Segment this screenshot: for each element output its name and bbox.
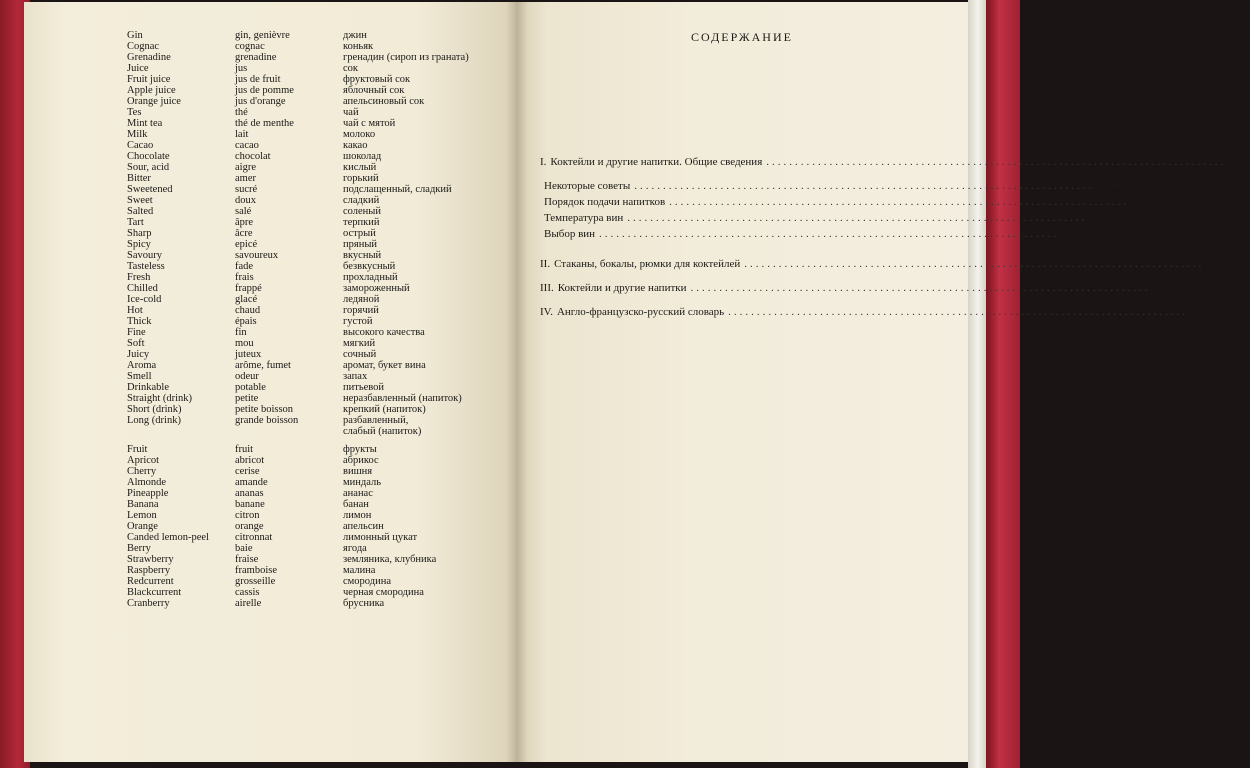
dictionary-en-term: Mint tea (127, 118, 163, 129)
dictionary-fr-term: amande (235, 477, 268, 488)
dictionary-row (127, 587, 497, 598)
dictionary-fr-term: amer (235, 173, 256, 184)
dictionary-fr-term: cacao (235, 140, 259, 151)
dictionary-en-term: Apricot (127, 455, 160, 466)
dictionary-fr-term: chocolat (235, 151, 271, 162)
dictionary-ru-term: земляника, клубника (343, 554, 437, 565)
toc-page-number: 6 (1112, 180, 1119, 192)
dictionary-row (127, 162, 497, 173)
dictionary-ru-term: миндаль (343, 477, 382, 488)
dictionary-ru-term: горячий (343, 305, 379, 316)
dictionary-en-term: Grenadine (127, 52, 171, 63)
dictionary-fr-term: grosseille (235, 576, 276, 587)
dictionary-en-term: Milk (127, 129, 148, 140)
dictionary-en-term: Cognac (127, 41, 160, 52)
dictionary-row (127, 543, 497, 554)
dictionary-fr-term: chaud (235, 305, 261, 316)
dictionary-row (127, 173, 497, 184)
dictionary-fr-term: salé (235, 206, 252, 217)
toc-leader-dots: ................................................................................ (728, 306, 1189, 318)
dictionary-en-term: Tart (127, 217, 144, 228)
dictionary-row (127, 283, 497, 294)
dictionary-row (127, 52, 497, 63)
dictionary-row (127, 129, 497, 140)
dictionary-row (127, 382, 497, 393)
dictionary-ru-term: джин (343, 30, 367, 41)
dictionary-ru-term: лимонный цукат (343, 532, 418, 543)
dictionary-fr-term: potable (235, 382, 266, 393)
dictionary-fr-term: savoureux (235, 250, 279, 261)
dictionary-row (127, 554, 497, 565)
dictionary-en-term: Berry (127, 543, 151, 554)
page-edges (968, 0, 988, 768)
dictionary-en-term: Fruit juice (127, 74, 171, 85)
dictionary-ru-term: высокого качества (343, 327, 425, 338)
dictionary-en-term: Aroma (127, 360, 157, 371)
dictionary-gap (127, 437, 497, 444)
dictionary-en-term: Smell (127, 371, 152, 382)
dictionary-row (127, 228, 497, 239)
dictionary-row (127, 455, 497, 466)
dictionary-en-term: Straight (drink) (127, 393, 193, 404)
dictionary-row (127, 444, 497, 455)
dictionary-en-term: Fresh (127, 272, 151, 283)
dictionary-ru-term: пряный (343, 239, 377, 250)
dictionary-fr-term: odeur (235, 371, 259, 382)
dictionary-fr-term: cerise (235, 466, 260, 477)
dictionary-en-term: Fine (127, 327, 146, 338)
dictionary-row (127, 349, 497, 360)
dictionary-ru-term: шоколад (343, 151, 382, 162)
dictionary-ru-term: разбавленный, (343, 415, 409, 426)
dictionary-en-term: Canded lemon-peel (127, 532, 209, 543)
dictionary-row (127, 316, 497, 327)
dictionary-fr-term: framboise (235, 565, 277, 576)
dictionary-ru-term: горький (343, 173, 379, 184)
toc-gap (540, 242, 892, 256)
dictionary-en-term: Apple juice (127, 85, 176, 96)
toc-page-number: 13 (1163, 282, 1175, 294)
dictionary-ru-term: апельсиновый сок (343, 96, 425, 107)
dictionary-fr-term: glacé (235, 294, 258, 305)
dictionary-fr-term: thé (235, 107, 248, 118)
dictionary-en-term: Orange (127, 521, 158, 532)
toc-entry-label: Температура вин (544, 212, 624, 224)
dictionary-row (127, 217, 497, 228)
dictionary-en-term: Gin (127, 30, 143, 41)
dictionary-ru-term: острый (343, 228, 376, 239)
dictionary-row (127, 565, 497, 576)
toc-entry-label: Коктейли и другие напитки. Общие сведения (550, 156, 763, 168)
toc-leader-dots: ................................................................................ (690, 282, 1151, 294)
toc-entry (540, 304, 1213, 320)
toc-entry-label: Порядок подачи напитков (544, 196, 666, 208)
dictionary-en-term: Sweet (127, 195, 153, 206)
dictionary-ru-term: терпкий (343, 217, 380, 228)
dictionary-en-term: Savoury (127, 250, 162, 261)
dictionary-en-term: Thick (127, 316, 152, 327)
dictionary-ru-term: гренадин (сироп из граната) (343, 52, 469, 63)
dictionary-en-term: Fruit (127, 444, 148, 455)
toc-gap (540, 296, 892, 304)
dictionary-fr-term: sucré (235, 184, 258, 195)
toc-entry-number: I. (540, 156, 547, 168)
toc-page-number: 11 (1217, 258, 1229, 270)
toc-entry-label: Стаканы, бокалы, рюмки для коктейлей (554, 258, 741, 270)
dictionary-ru-term: ягода (343, 543, 367, 554)
dictionary-ru-term: безвкусный (343, 261, 396, 272)
dictionary-ru-term: черная смородина (343, 587, 424, 598)
dictionary-fr-term: airelle (235, 598, 262, 609)
dictionary-en-term (127, 426, 235, 437)
dictionary-en-term: Spicy (127, 239, 151, 250)
dictionary-en-term: Cranberry (127, 598, 170, 609)
dictionary-fr-term: epicé (235, 239, 258, 250)
dictionary-ru-term: чай с мятой (343, 118, 396, 129)
dictionary-ru-term: банан (343, 499, 369, 510)
dictionary-row (127, 466, 497, 477)
dictionary-row (127, 96, 497, 107)
dictionary-en-term: Bitter (127, 173, 151, 184)
dictionary-ru-term: питьевой (343, 382, 385, 393)
dictionary-en-term: Blackcurrent (127, 587, 182, 598)
dictionary-ru-term: аромат, букет вина (343, 360, 426, 371)
dictionary-fr-term: fruit (235, 444, 254, 455)
dictionary-row (127, 294, 497, 305)
dictionary-fr-term: ananas (235, 488, 264, 499)
dictionary-en-term: Tasteless (127, 261, 165, 272)
dictionary-row (127, 488, 497, 499)
dictionary-ru-term: густой (343, 316, 373, 327)
dictionary-row (127, 598, 497, 609)
toc-page-number: 3 (1244, 156, 1250, 168)
dictionary-row (127, 371, 497, 382)
dictionary-row (127, 499, 497, 510)
dictionary-ru-term: апельсин (343, 521, 384, 532)
dictionary-fr-term: juteux (235, 349, 262, 360)
dictionary-ru-term: чай (343, 107, 359, 118)
dictionary-fr-term: gin, genièvre (235, 30, 290, 41)
dictionary-ru-term: сладкий (343, 195, 380, 206)
dictionary-en-term: Almonde (127, 477, 167, 488)
toc-entry (540, 256, 1229, 272)
toc-entry (540, 194, 1154, 210)
dictionary-en-term: Pineapple (127, 488, 169, 499)
dictionary-en-term: Long (drink) (127, 415, 181, 426)
dictionary-ru-term: лимон (343, 510, 372, 521)
toc-entry-label: Выбор вин (544, 228, 596, 240)
dictionary-fr-term: frappé (235, 283, 262, 294)
dictionary-fr-term: petite boisson (235, 404, 294, 415)
dictionary-fr-term: aigre (235, 162, 256, 173)
dictionary-row (127, 477, 497, 488)
dictionary-row (127, 63, 497, 74)
dictionary-en-term: Banana (127, 499, 159, 510)
toc-page-number: 8 (1105, 212, 1112, 224)
dictionary-ru-term: вкусный (343, 250, 382, 261)
dictionary-ru-term: кислый (343, 162, 377, 173)
dictionary-list (127, 30, 497, 609)
toc-leader-dots: ................................................................................ (599, 228, 1060, 240)
dictionary-row (127, 576, 497, 587)
dictionary-en-term: Lemon (127, 510, 157, 521)
dictionary-fr-term: cognac (235, 41, 265, 52)
dictionary-fr-term: mou (235, 338, 254, 349)
dictionary-ru-term: фруктовый сок (343, 74, 411, 85)
dictionary-en-term: Short (drink) (127, 404, 182, 415)
dictionary-fr-term: cassis (235, 587, 260, 598)
dictionary-fr-term: abricot (235, 455, 265, 466)
dictionary-row (127, 510, 497, 521)
toc-leader-dots: ................................................................................ (766, 156, 1227, 168)
dictionary-en-term: Chilled (127, 283, 158, 294)
dictionary-ru-term: смородина (343, 576, 391, 587)
dictionary-row (127, 360, 497, 371)
dictionary-ru-term: ледяной (343, 294, 380, 305)
dictionary-ru-term: прохладный (343, 272, 398, 283)
dictionary-ru-term: вишня (343, 466, 373, 477)
dictionary-fr-term: jus d'orange (235, 96, 286, 107)
dictionary-en-term: Sweetened (127, 184, 173, 195)
dictionary-en-term: Cacao (127, 140, 154, 151)
toc-page-number: 7 (1147, 196, 1154, 208)
dictionary-fr-term: frais (235, 272, 254, 283)
toc-gap (540, 272, 892, 280)
toc-page-number: 9 (1077, 228, 1084, 240)
toc-leader-dots: ................................................................................ (634, 180, 1095, 192)
toc-leader-dots: ................................................................................ (627, 212, 1088, 224)
dictionary-row (127, 250, 497, 261)
toc-entry-number: IV. (540, 306, 553, 318)
dictionary-ru-term: брусника (343, 598, 385, 609)
book-cover-right (986, 0, 1020, 768)
right-page (516, 2, 968, 762)
dictionary-row (127, 393, 497, 404)
dictionary-en-term: Salted (127, 206, 154, 217)
dictionary-fr-term (235, 426, 343, 437)
dictionary-en-term: Ice-cold (127, 294, 162, 305)
dictionary-fr-term: petite (235, 393, 259, 404)
dictionary-row (127, 415, 497, 426)
dictionary-fr-term: thé de menthe (235, 118, 294, 129)
toc-leader-dots: ................................................................................ (669, 196, 1130, 208)
dictionary-ru-term: запах (343, 371, 368, 382)
dictionary-row (127, 41, 497, 52)
toc-entry (540, 280, 1175, 296)
dictionary-en-term: Orange juice (127, 96, 181, 107)
dictionary-fr-term: baie (235, 543, 253, 554)
dictionary-fr-term: âpre (235, 217, 254, 228)
toc-entry-label: Англо-французско-русский словарь (556, 306, 725, 318)
dictionary-en-term: Sour, acid (127, 162, 170, 173)
toc-entry (540, 226, 1084, 242)
dictionary-ru-term: малина (343, 565, 376, 576)
dictionary-row (127, 195, 497, 206)
dictionary-ru-term: коньяк (343, 41, 374, 52)
toc-entry (540, 178, 1119, 194)
toc-entry (540, 210, 1112, 226)
table-of-contents (540, 154, 1250, 320)
dictionary-fr-term: orange (235, 521, 264, 532)
dictionary-row (127, 118, 497, 129)
contents-title: СОДЕРЖАНИЕ (691, 30, 793, 44)
dictionary-en-term: Drinkable (127, 382, 169, 393)
dictionary-fr-term: fraise (235, 554, 259, 565)
dictionary-ru-term: слабый (напиток) (343, 426, 422, 437)
dictionary-ru-term: какао (343, 140, 368, 151)
dictionary-ru-term: сок (343, 63, 359, 74)
dictionary-fr-term: grenadine (235, 52, 277, 63)
dictionary-fr-term: grande boisson (235, 415, 299, 426)
dictionary-ru-term: крепкий (напиток) (343, 404, 426, 415)
book-gutter (506, 2, 528, 762)
dictionary-row (127, 426, 497, 437)
toc-gap (540, 170, 892, 178)
dictionary-row (127, 327, 497, 338)
dictionary-fr-term: arôme, fumet (235, 360, 291, 371)
dictionary-ru-term: неразбавленный (напиток) (343, 393, 462, 404)
dictionary-fr-term: citronnat (235, 532, 273, 543)
dictionary-fr-term: épais (235, 316, 257, 327)
dictionary-ru-term: ананас (343, 488, 373, 499)
dictionary-ru-term: фрукты (343, 444, 377, 455)
dictionary-en-term: Soft (127, 338, 145, 349)
dictionary-row (127, 521, 497, 532)
dictionary-ru-term: сочный (343, 349, 377, 360)
dictionary-row (127, 107, 497, 118)
dictionary-en-term: Juice (127, 63, 149, 74)
dictionary-row (127, 338, 497, 349)
dictionary-fr-term: jus (235, 63, 248, 74)
dictionary-fr-term: banane (235, 499, 265, 510)
toc-entry-label: Некоторые советы (544, 180, 631, 192)
dictionary-row (127, 206, 497, 217)
dictionary-row (127, 151, 497, 162)
dictionary-ru-term: абрикос (343, 455, 379, 466)
toc-entry-number: II. (540, 258, 551, 270)
dictionary-en-term: Strawberry (127, 554, 174, 565)
toc-leader-dots: ................................................................................ (744, 258, 1205, 270)
dictionary-row (127, 305, 497, 316)
toc-entry-number: III. (540, 282, 554, 294)
dictionary-row (127, 140, 497, 151)
dictionary-fr-term: fade (235, 261, 254, 272)
dictionary-row (127, 272, 497, 283)
dictionary-row (127, 85, 497, 96)
dictionary-row (127, 532, 497, 543)
dictionary-fr-term: âcre (235, 228, 253, 239)
dictionary-en-term: Juicy (127, 349, 150, 360)
dictionary-en-term: Raspberry (127, 565, 171, 576)
dictionary-en-term: Chocolate (127, 151, 170, 162)
dictionary-row (127, 404, 497, 415)
dictionary-row (127, 239, 497, 250)
dictionary-fr-term: citron (235, 510, 260, 521)
toc-page-number: 124 (1195, 306, 1213, 318)
dictionary-en-term: Hot (127, 305, 143, 316)
dictionary-en-term: Cherry (127, 466, 157, 477)
dictionary-ru-term: мягкий (343, 338, 376, 349)
dictionary-ru-term: соленый (343, 206, 381, 217)
dictionary-ru-term: молоко (343, 129, 376, 140)
dictionary-en-term: Tes (127, 107, 142, 118)
dictionary-row (127, 261, 497, 272)
dictionary-row (127, 74, 497, 85)
toc-entry (540, 154, 1250, 170)
dictionary-fr-term: fin (235, 327, 247, 338)
dictionary-fr-term: jus de pomme (235, 85, 294, 96)
dictionary-fr-term: jus de fruit (235, 74, 281, 85)
dictionary-fr-term: lait (235, 129, 249, 140)
dictionary-en-term: Sharp (127, 228, 152, 239)
dictionary-en-term: Redcurrent (127, 576, 174, 587)
dictionary-fr-term: doux (235, 195, 256, 206)
dictionary-row (127, 184, 497, 195)
dictionary-ru-term: подслащенный, сладкий (343, 184, 452, 195)
dictionary-ru-term: яблочный сок (343, 85, 405, 96)
toc-entry-label: Коктейли и другие напитки (557, 282, 687, 294)
dictionary-row (127, 30, 497, 41)
dictionary-ru-term: замороженный (343, 283, 410, 294)
